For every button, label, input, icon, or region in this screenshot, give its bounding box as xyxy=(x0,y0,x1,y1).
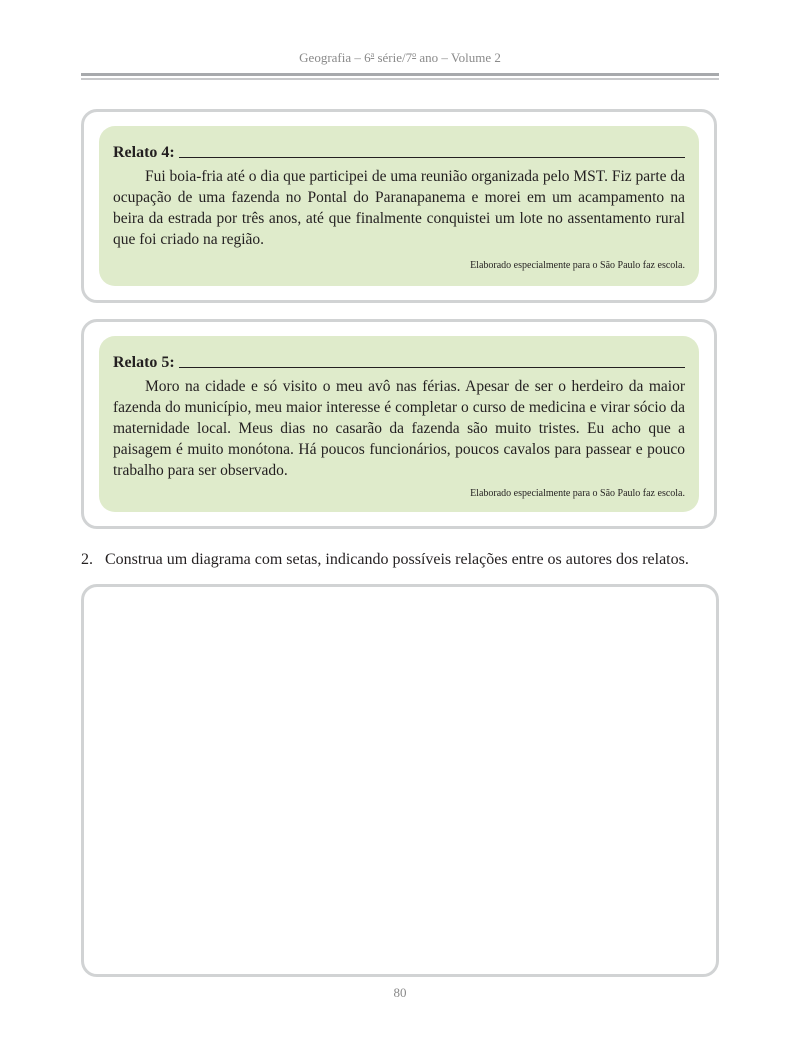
relato-4-answer-line[interactable] xyxy=(179,157,685,158)
page-number: 80 xyxy=(393,985,407,1000)
header-ordinal: o xyxy=(412,50,417,59)
relato-5-panel xyxy=(99,336,699,512)
relato-5-answer-line[interactable] xyxy=(179,367,685,368)
relato-4-text: Fui boia-fria até o dia que participei de uma reunião organizada pelo MST. Fiz parte da ocupação de uma fazenda no Pontal do Paranapanema e morei em um acampamento na beira da estrada por três anos, até que finalmente conquistei um lote no assentamento rural que foi criado na região. xyxy=(113,168,686,248)
question-number: 2. xyxy=(81,551,93,568)
diagram-answer-box[interactable] xyxy=(81,584,719,977)
relato-4-label: Relato 4: xyxy=(113,144,175,161)
relato-5-text: Moro na cidade e só visito o meu avô nas férias. Apesar de ser o herdeiro da maior fazenda do município, meu maior interesse é completar o curso de medicina e virar sócio da maternidade local. Meus dias no casarão da fazenda são muito tristes. Eu acho que a paisagem é muito monótona. Há poucos funcionários, poucos cavalos para passear e pouco trabalho para ser observado. xyxy=(113,378,685,479)
header-rule-secondary xyxy=(81,78,719,80)
relato-5-title-row xyxy=(113,350,685,372)
relato-5-source: Elaborado especialmente para o São Paulo faz escola. xyxy=(470,488,685,499)
header-text: série/7 xyxy=(374,50,413,65)
header-ordinal: a xyxy=(370,50,375,59)
question-text: Construa um diagrama com setas, indicando possíveis relações entre os autores dos relatos. xyxy=(105,551,689,568)
relato-5-card xyxy=(81,319,717,529)
relato-4-title-row xyxy=(113,140,685,162)
relato-4-panel xyxy=(99,126,699,286)
question-2 xyxy=(81,551,689,569)
header-rule xyxy=(81,73,719,76)
relato-4-source: Elaborado especialmente para o São Paulo faz escola. xyxy=(470,260,685,271)
relato-4-card xyxy=(81,109,717,303)
relato-5-label: Relato 5: xyxy=(113,354,175,371)
header-text: Geografia – 6 xyxy=(299,50,371,65)
running-header xyxy=(0,50,800,66)
header-text: ano – Volume 2 xyxy=(416,50,501,65)
